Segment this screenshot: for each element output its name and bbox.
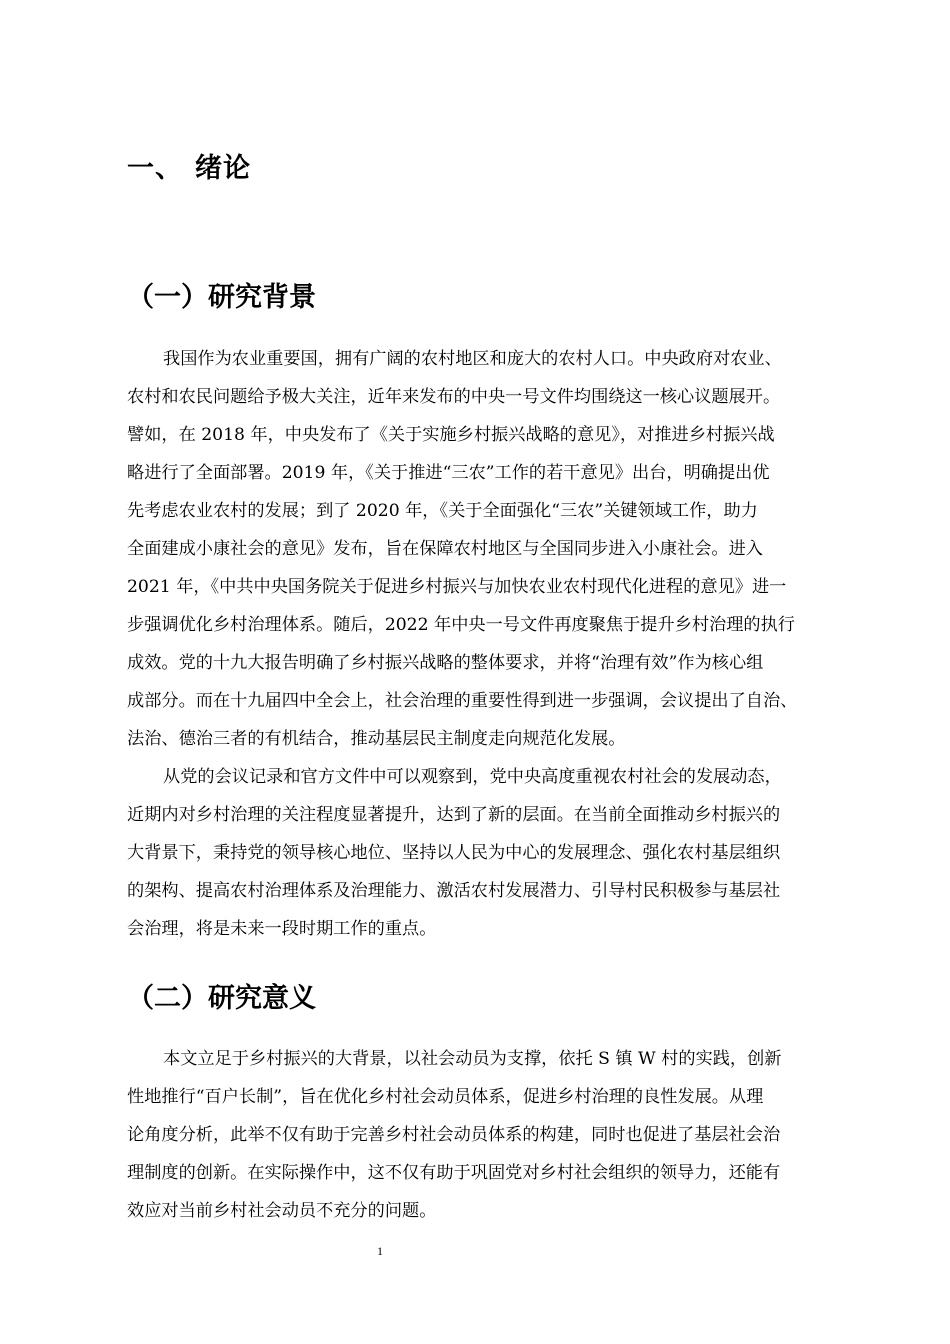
paragraph-background-2 (127, 758, 867, 948)
text-line: 法治、德治三者的有机结合，推动基层民主制度走向规范化发展。 (127, 729, 626, 749)
text-line: 理制度的创新。在实际操作中，这不仅有助于巩固党对乡村社会组织的领导力，还能有 (127, 1163, 781, 1183)
text-line: 农村和农民问题给予极大关注，近年来发布的中央一号文件均围绕这一核心议题展开。 (127, 387, 781, 407)
text-line: 论角度分析，此举不仅有助于完善乡村社会动员体系的构建，同时也促进了基层社会治 (127, 1125, 781, 1145)
text-line: 大背景下，秉持党的领导核心地位、坚持以人民为中心的发展理念、强化农村基层组织 (127, 843, 781, 863)
text-line: 成部分。而在十九届四中全会上，社会治理的重要性得到进一步强调，会议提出了自治、 (127, 691, 798, 711)
text-line: 我国作为农业重要国，拥有广阔的农村地区和庞大的农村人口。中央政府对农业、 (163, 349, 782, 369)
text-line: 譬如，在 2018 年，中央发布了《关于实施乡村振兴战略的意见》，对推进乡村振兴战 (127, 425, 775, 445)
section-heading-background: （一）研究背景 (127, 282, 316, 313)
text-line: 略进行了全面部署。2019 年，《关于推进“三农”工作的若干意见》出台，明确提出优 (127, 463, 770, 483)
page-number: 1 (377, 1244, 383, 1258)
text-line: 从党的会议记录和官方文件中可以观察到，党中央高度重视农村社会的发展动态， (163, 767, 782, 787)
text-line: 效应对当前乡村社会动员不充分的问题。 (127, 1201, 437, 1221)
text-line: 本文立足于乡村振兴的大背景，以社会动员为支撑，依托 S 镇 W 村的实践，创新 (163, 1049, 782, 1069)
text-line: 性地推行“百户长制”，旨在优化乡村社会动员体系，促进乡村治理的良性发展。从理 (127, 1087, 764, 1107)
text-line: 的架构、提高农村治理体系及治理能力、激活农村发展潜力、引导村民积极参与基层社 (127, 881, 781, 901)
text-line: 先考虑农业农村的发展；到了 2020 年，《关于全面强化“三农”关键领域工作，助力 (127, 501, 758, 521)
text-line: 近期内对乡村治理的关注程度显著提升，达到了新的层面。在当前全面推动乡村振兴的 (127, 805, 781, 825)
section-heading-significance: （二）研究意义 (127, 983, 316, 1014)
text-line: 会治理，将是未来一段时期工作的重点。 (127, 919, 437, 939)
text-line: 成效。党的十九大报告明确了乡村振兴战略的整体要求，并将“治理有效”作为核心组 (127, 653, 764, 673)
text-line: 步强调优化乡村治理体系。随后，2022 年中央一号文件再度聚焦于提升乡村治理的执行 (127, 615, 795, 635)
text-line: 全面建成小康社会的意见》发布，旨在保障农村地区与全国同步进入小康社会。进入 (127, 539, 763, 559)
chapter-heading (127, 146, 251, 185)
chapter-number: 一、 (127, 153, 183, 184)
paragraph-significance-1 (127, 1040, 867, 1230)
chapter-title: 绪论 (195, 153, 251, 184)
text-line: 2021 年，《中共中央国务院关于促进乡村振兴与加快农业农村现代化进程的意见》进一 (127, 577, 787, 597)
paragraph-background-1 (127, 340, 867, 758)
